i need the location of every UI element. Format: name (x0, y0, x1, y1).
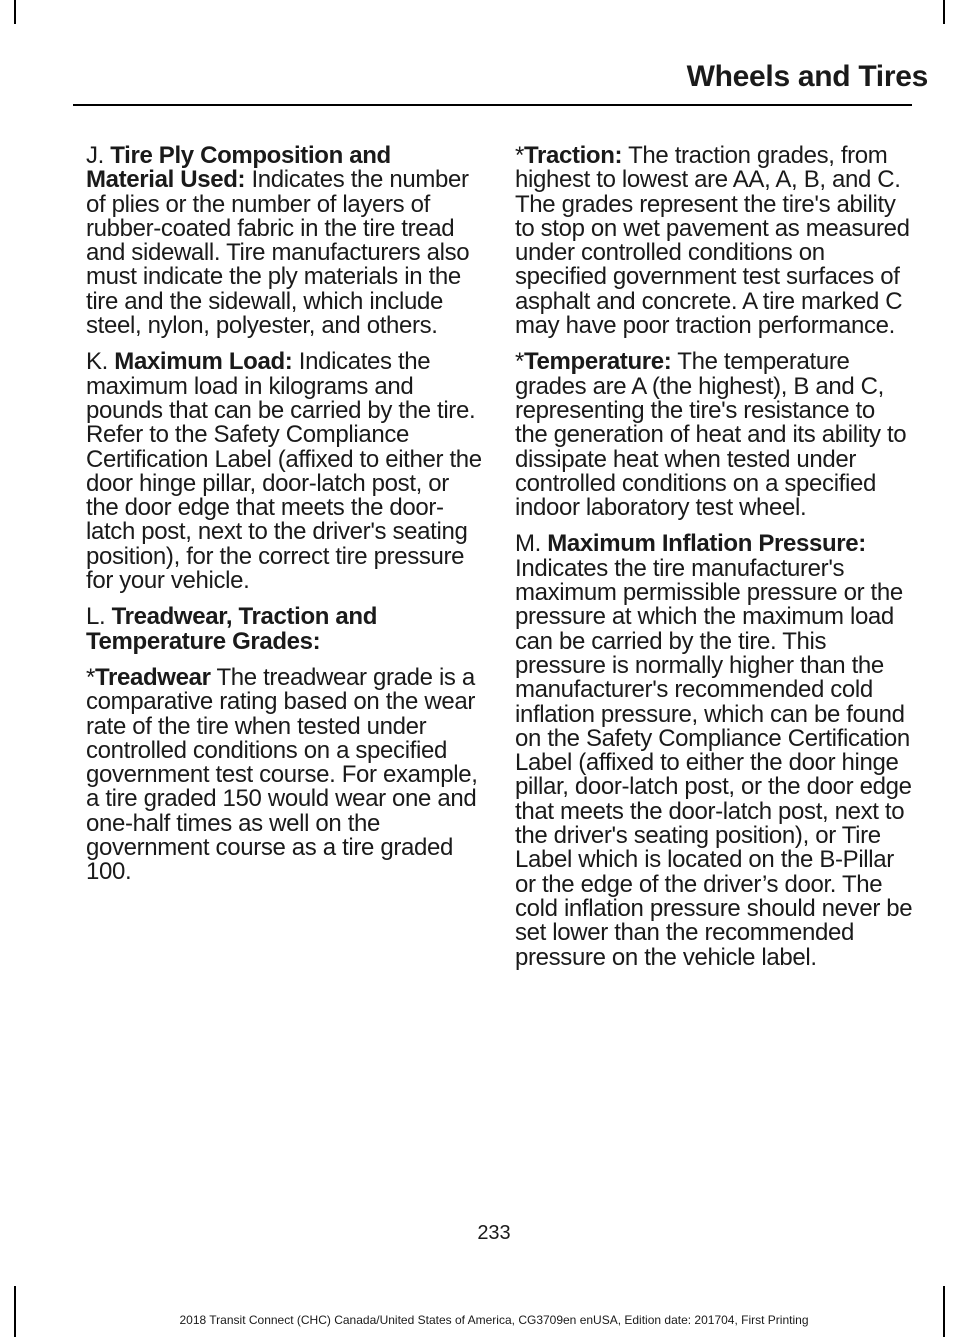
crop-mark-top-left (14, 0, 16, 24)
item-heading: Treadwear, Traction and Temperature Grades: (86, 603, 378, 655)
crop-mark-bottom-left (14, 1286, 16, 1337)
item-heading: Traction: (524, 142, 623, 169)
item-text: The temperature grades are A (the highest), B and C, representing the tire's resistance to the generation of heat and its ability to dissipate heat when tested under controlled conditions on a specified indoor laboratory test wheel. (515, 348, 907, 522)
item-heading: Temperature: (524, 348, 672, 376)
item-prefix: K. (86, 348, 115, 376)
item-prefix: M. (515, 530, 548, 558)
item-text: Indicates the tire manufacturer's maximum permissible pressure or the pressure at which the maximum load can be carried by the tire. This pressure is normally higher than the manufacturer's recommended cold inflation pressure, which can be found on the Safety Compliance Certification Label (affixed to either the door hinge pillar, door-latch post, or the door edge that meets the door-latch post, next to the driver's seating position), or Tire Label which is located on the B-Pillar or the edge of the driver’s door. The cold inflation pressure should never be set lower than the recommended pressure on the vehicle label. (515, 554, 913, 971)
paragraph-grades-heading (86, 605, 484, 654)
paragraph-max-inflation (515, 532, 913, 969)
item-heading: Treadwear (95, 663, 211, 691)
paragraph-temperature (515, 350, 913, 520)
item-text: The traction grades, from highest to lowest are AA, A, B, and C. The grades represent the tire's ability to stop on wet pavement as measured under controlled conditions on specified government test surfaces of asphalt and concrete. A tire marked C may have poor traction performance. (515, 142, 910, 340)
item-text: Indicates the number of plies or the number of layers of rubber-coated fabric in the tire tread and sidewall. Tire manufacturers also must indicate the ply materials in the tire and the sidewall, which include steel, nylon, polyester, and others. (86, 166, 470, 340)
item-text: Indicates the maximum load in kilograms and pounds that can be carried by the tire. Refer to the Safety Compliance Certification Label (affixed to either the door hinge pillar, door-latch post, or the door edge that meets the door-latch post, next to the driver's seating position), for the correct tire pressure for your vehicle. (86, 348, 482, 595)
item-prefix: * (86, 663, 95, 691)
paragraph-traction (515, 144, 913, 338)
item-prefix: * (515, 348, 524, 376)
footer-edition-info: 2018 Transit Connect (CHC) Canada/United States of America, CG3709en enUSA, Edition date: 201704, First Printing (179, 1313, 809, 1327)
left-column (86, 144, 484, 897)
paragraph-treadwear (86, 663, 484, 886)
item-heading: Maximum Inflation Pressure: (547, 530, 866, 558)
page-number: 233 (477, 1222, 511, 1244)
item-prefix: * (515, 142, 524, 169)
title-divider (73, 104, 912, 106)
crop-mark-bottom-right (943, 1286, 945, 1337)
item-heading: Maximum Load: (114, 348, 293, 376)
item-prefix: L. (86, 603, 112, 631)
right-column (515, 144, 913, 982)
item-prefix: J. (86, 142, 111, 169)
page-title: Wheels and Tires (686, 60, 928, 93)
paragraph-tire-ply (86, 144, 484, 338)
crop-mark-top-right (943, 0, 945, 24)
item-text: The treadwear grade is a comparative rating based on the wear rate of the tire when tested under controlled conditions on a specified government test course. For example, a tire graded 150 would wear one and one-half times as well on the government course as a tire graded 100. (86, 663, 478, 886)
paragraph-maximum-load (86, 350, 484, 593)
item-heading: Tire Ply Composition and Material Used: (86, 142, 391, 194)
